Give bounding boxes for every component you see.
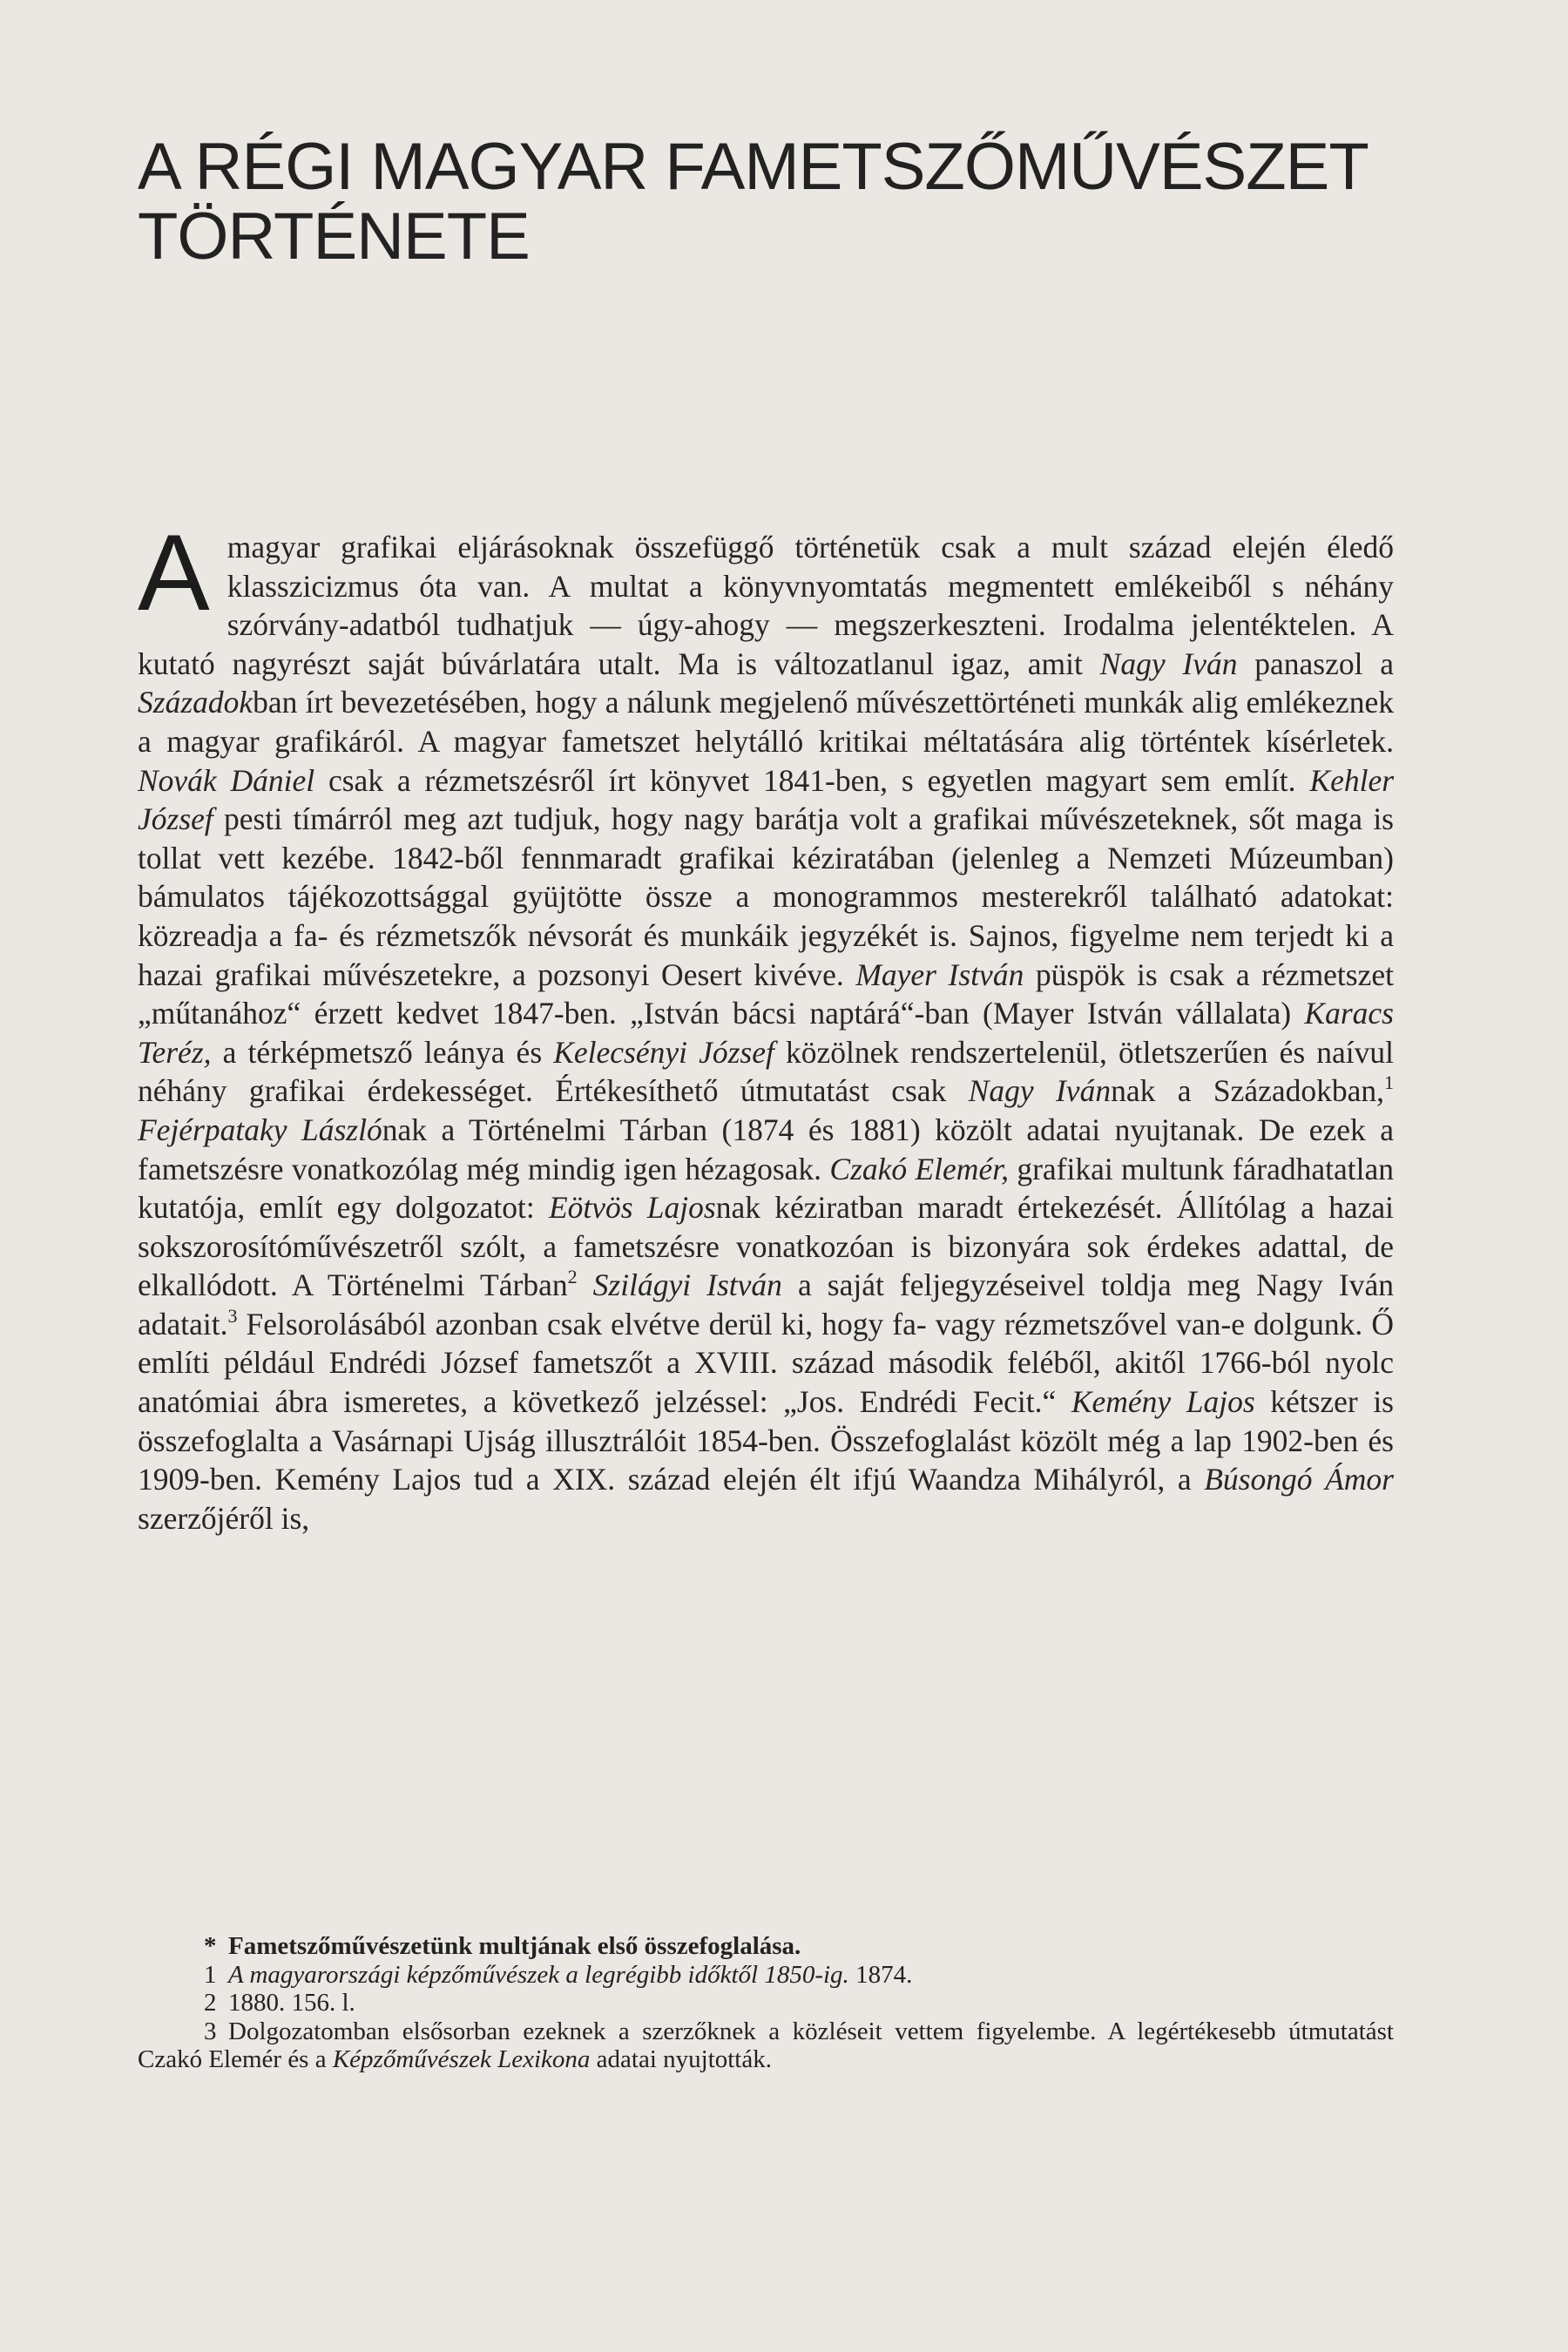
footnote-mark: 2 xyxy=(204,1989,217,2017)
body-text: a térképmetsző leánya és xyxy=(211,1034,554,1070)
footnote-text: Fametszőművészetünk multjának első összefoglalása. xyxy=(228,1932,801,1960)
person-name: Mayer István xyxy=(855,956,1024,992)
drop-cap: A xyxy=(138,513,210,633)
footnote-text: adatai nyujtották. xyxy=(590,2045,772,2074)
body-text: püspök is csak a rézmetszet „műtanához“ érzett kedvet 1847-ben. „István bácsi naptárá“-ban (Mayer István vállalata) xyxy=(138,956,1394,1031)
footnote-3 xyxy=(138,2017,1394,2074)
body-text: kétszer is összefoglalta a Vasárnapi Ujság illusztrálóit 1854-ben. Összefoglalást közölt még a lap 1902-ben és 1909-ben. Kemény Lajos tud a XIX. század elején élt ifjú Waandza Mihályról, a xyxy=(138,1384,1395,1497)
footnote-mark: 3 xyxy=(204,2017,217,2045)
person-name: Nagy Iván xyxy=(1099,645,1238,681)
body-text: a saját feljegyzéseivel toldja meg Nagy Iván adatait. xyxy=(138,1267,1394,1342)
body-text: pesti tímárról meg azt tudjuk, hogy nagy barátja volt a grafikai művészeteknek, sőt maga is tollat vett kezébe. 1842-ből fennmaradt grafikai kéziratában (jelenleg a Nemzeti Múzeumban) bámulatos tájékozottsággal gyüjtötte össze a monogrammos mesterekről található adatokat: közreadja a fa- és rézmetszők névsorát és munkáik jegyzékét is. Sajnos, figyelme nem terjedt ki a hazai grafikai művészetekre, a pozsonyi Oesert kivéve. xyxy=(138,801,1394,992)
person-name: Czakó Elemér, xyxy=(829,1151,1009,1186)
footnote-mark: * xyxy=(204,1932,217,1960)
body-text: csak a rézmetszésről írt könyvet 1841-ben, s egyetlen magyart sem említ. xyxy=(314,762,1310,798)
person-name: Kehler József xyxy=(138,762,1395,837)
body-text: magyar grafikai eljárásoknak összefüggő történetük csak a mult század elején éledő klasszicizmus óta van. A multat a könyvnyomtatás megmentett emlékeiből s néhány szórvány-adatból tudhatjuk — úgy-ahogy — megszerkeszteni. Irodalma jelentéktelen. A kutató nagyrészt saját búvárlatára utalt. Ma is változatlanul igaz, amit xyxy=(138,530,1394,681)
body-text: grafikai multunk fáradhatatlan kutatója, említ egy dolgozatot: xyxy=(138,1151,1394,1226)
body-text: szerzőjéről is, xyxy=(138,1500,310,1536)
title-line-1: A RÉGI MAGYAR FAMETSZŐMŰVÉSZET xyxy=(138,130,1369,204)
body-text: nak kéziratban maradt értekezését. Állítólag a hazai sokszorosítóművészetről szólt, a fametszésre vonatkozóan is bizonyára sok érdekes adattal, de elkallódott. A Történelmi Tárban xyxy=(138,1190,1394,1303)
footnote-text: 1880. 156. l. xyxy=(228,1989,355,2017)
person-name: Fejérpataky László xyxy=(138,1112,382,1147)
body-text: nak a Századokban, xyxy=(1111,1073,1385,1109)
body-paragraph xyxy=(138,513,1395,1538)
footnote-0 xyxy=(138,1932,1394,1961)
person-name: Kemény Lajos xyxy=(1071,1384,1255,1420)
person-name: Nagy Iván xyxy=(968,1073,1112,1109)
person-name: Eötvös Lajos xyxy=(548,1190,716,1226)
footnotes xyxy=(138,1932,1394,2074)
person-name: Szilágyi István xyxy=(592,1267,782,1303)
article-body xyxy=(138,513,1395,1538)
body-text: nak a Történelmi Tárban (1874 és 1881) közölt adatai nyujtanak. De ezek a fametszésre vonatkozólag még mindig igen hézagosak. xyxy=(138,1112,1395,1186)
title-line-2: TÖRTÉNETE xyxy=(138,199,530,274)
person-name: Novák Dániel xyxy=(138,762,315,798)
body-text: közölnek rendszertelenül, ötletszerűen és naívul néhány grafikai érdekességet. Értékesíthető útmutatást csak xyxy=(138,1034,1395,1109)
person-name: Kelecsényi József xyxy=(553,1034,774,1070)
body-text xyxy=(578,1267,593,1302)
footnote-text: 1874. xyxy=(848,1960,913,1989)
footnote-mark: 1 xyxy=(204,1960,217,1989)
footnote-text: Dolgozatomban elsősorban ezeknek a szerzőknek a közléseit vettem figyelembe. A legértékesebb útmutatást Czakó Elemér és a xyxy=(138,2017,1394,2074)
footnote-2 xyxy=(138,1989,1394,2017)
footnote-book-title: Képzőművészek Lexikona xyxy=(332,2045,591,2074)
footnote-book-title: A magyarországi képzőművészek a legrégibb időktől 1850-ig. xyxy=(228,1960,849,1989)
body-text: panaszol a xyxy=(1237,645,1394,681)
body-text: Felsorolásából azonban csak elvétve derül ki, hogy fa- vagy rézmetszővel van-e dolgunk. Ő említi például Endrédi József fametszőt a XVIII. század második feléből, akitől 1766-ból nyolc anatómiai ábra ismeretes, a következő jelzéssel: „Jos. Endrédi Fecit.“ xyxy=(138,1306,1394,1420)
footnote-ref: 3 xyxy=(227,1304,238,1327)
work-title: Búsongó Ámor xyxy=(1204,1462,1394,1497)
article-title xyxy=(138,132,1409,272)
footnote-ref: 2 xyxy=(567,1266,578,1288)
body-text: ban írt bevezetésében, hogy a nálunk megjelenő művészettörténeti munkák alig emlékeznek a magyar grafikáról. A magyar fametszet helytálló kritikai méltatására alig történtek kísérletek. xyxy=(138,685,1394,759)
footnote-1 xyxy=(138,1961,1394,1990)
person-name: Karacs Teréz, xyxy=(138,996,1394,1070)
journal-name: Századok xyxy=(138,685,253,720)
footnote-ref: 1 xyxy=(1384,1071,1395,1094)
